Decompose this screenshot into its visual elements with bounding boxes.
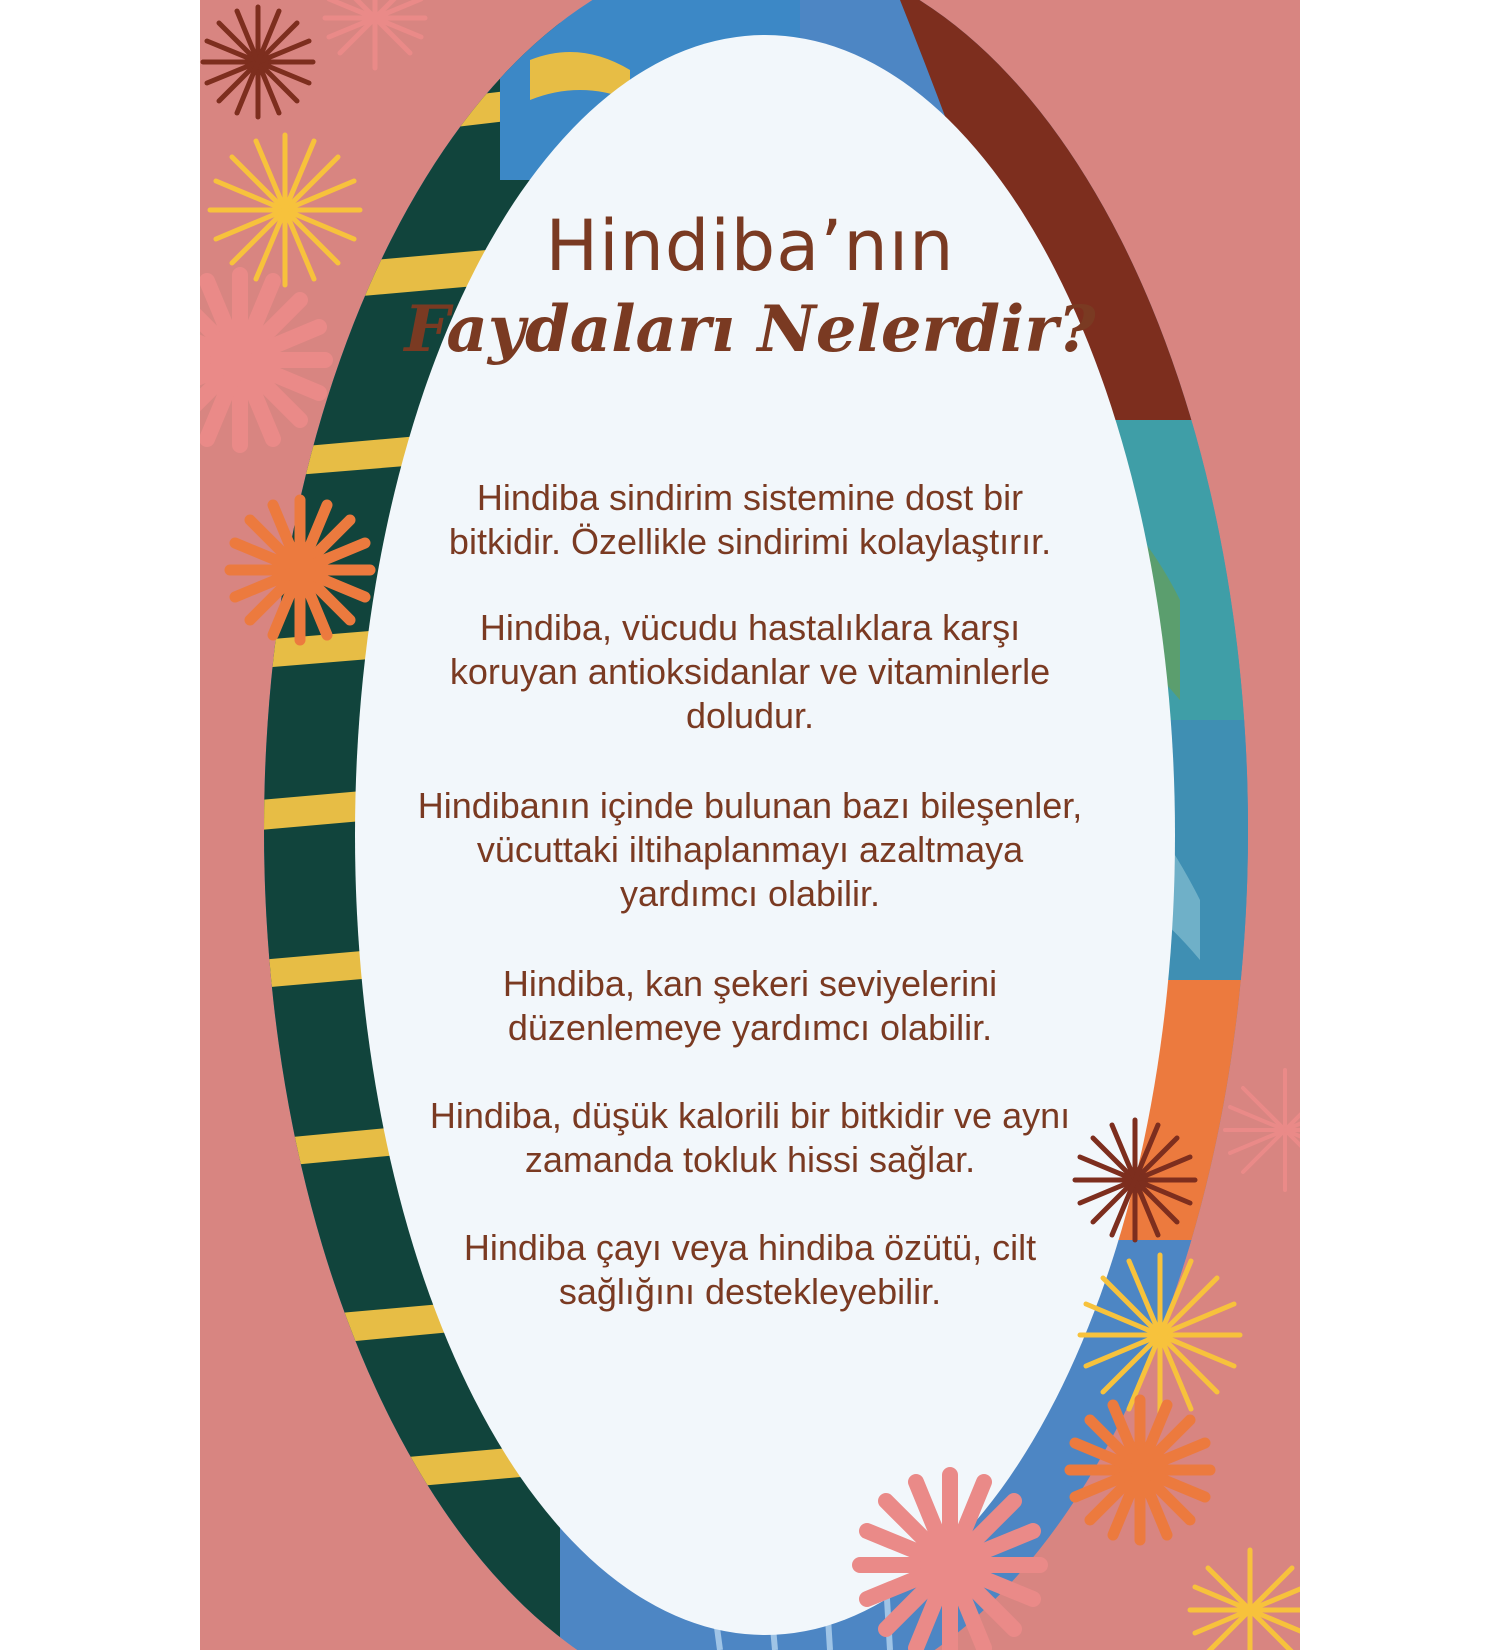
starburst-pink-left [200, 275, 325, 445]
paragraph-line: Hindibanın içinde bulunan bazı bileşenler, [417, 785, 1083, 826]
paragraph-line: Hindiba sindirim sistemine dost bir [476, 477, 1024, 518]
benefit-paragraph-4 [360, 962, 1140, 1050]
content [360, 0, 1140, 1650]
poster [200, 0, 1300, 1650]
paragraph-line: bitkidir. Özellikle sindirimi kolaylaştırır. [448, 521, 1052, 562]
benefit-paragraph-2 [360, 606, 1140, 738]
benefit-paragraph-6 [360, 1226, 1140, 1314]
starburst-yellow-bottom [1190, 1550, 1300, 1650]
title-line-1: Hindiba’nın [545, 205, 955, 287]
paragraph-line: sağlığını destekleyebilir. [558, 1271, 942, 1312]
paragraph-line: Hindiba çayı veya hindiba özütü, cilt [463, 1227, 1037, 1268]
starburst-yellow-left [210, 135, 360, 285]
paragraph-line: Hindiba, kan şekeri seviyelerini [502, 963, 998, 1004]
benefit-paragraph-3 [360, 784, 1140, 916]
starburst-maroon-top-left [203, 7, 313, 117]
paragraph-line: Hindiba, düşük kalorili bir bitkidir ve aynı [429, 1095, 1071, 1136]
starburst-orange-left [230, 500, 370, 640]
benefit-paragraph-5 [360, 1094, 1140, 1182]
starburst-pink-right [1225, 1070, 1300, 1190]
paragraph-line: vücuttaki iltihaplanmayı azaltmaya [476, 829, 1024, 870]
paragraph-line: Hindiba, vücudu hastalıklara karşı [479, 607, 1021, 648]
paragraph-line: zamanda tokluk hissi sağlar. [524, 1139, 976, 1180]
paragraph-line: koruyan antioksidanlar ve vitaminlerle [449, 651, 1051, 692]
paragraph-line: doludur. [685, 695, 815, 736]
paragraph-line: düzenlemeye yardımcı olabilir. [507, 1007, 993, 1048]
title-line-2: Faydaları Nelerdir? [404, 292, 1096, 367]
benefit-paragraph-1 [360, 476, 1140, 564]
paragraph-line: yardımcı olabilir. [619, 873, 881, 914]
